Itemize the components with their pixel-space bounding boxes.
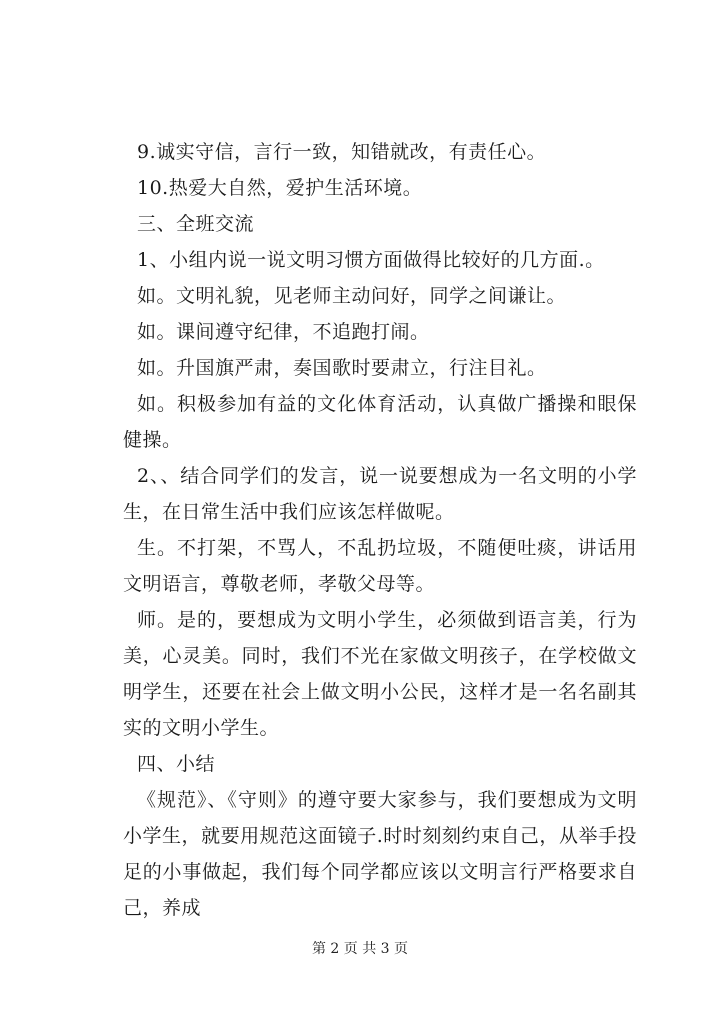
paragraph-11: 师。是的，要想成为文明小学生，必须做到语言美，行为美，心灵美。同时，我们不光在家做文明孩子，在学校做文明学生，还要在社会上做文明小公民，这样才是一名名副其实的文明小学生。: [123, 609, 637, 739]
paragraph-9: 2、、结合同学们的发言，说一说要想成为一名文明的小学生，在日常生活中我们应该怎样做呢。: [123, 465, 637, 523]
paragraph-7: 如。升国旗严肃，奏国歌时要肃立，行注目礼。: [137, 357, 547, 379]
paragraph-8: 如。积极参加有益的文化体育活动，认真做广播操和眼保健操。: [123, 393, 637, 451]
section-heading-3: 三、全班交流: [137, 213, 255, 235]
paragraph-10: 生。不打架，不骂人，不乱扔垃圾，不随便吐痰，讲话用文明语言，尊敬老师，孝敬父母等。: [123, 537, 637, 595]
paragraph-6: 如。课间遵守纪律，不追跑打闹。: [137, 321, 430, 343]
paragraph-4: 1、小组内说一说文明习惯方面做得比较好的几方面.。: [137, 249, 605, 271]
paragraph-13: 《规范》、《守则》的遵守要大家参与，我们要想成为文明小学生，就要用规范这面镜子.时时刻刻约束自己，从举手投足的小事做起，我们每个同学都应该以文明言行严格要求自己，养成: [123, 789, 637, 919]
page-footer: 第 2 页 共 3 页: [311, 941, 409, 957]
section-heading-4: 四、小结: [137, 753, 216, 775]
paragraph-1: 9.诚实守信，言行一致，知错就改，有责任心。: [137, 141, 547, 163]
paragraph-5: 如。文明礼貌，见老师主动问好，同学之间谦让。: [137, 285, 567, 307]
paragraph-2: 10.热爱大自然，爱护生活环境。: [137, 177, 423, 199]
document-body: [123, 134, 637, 926]
